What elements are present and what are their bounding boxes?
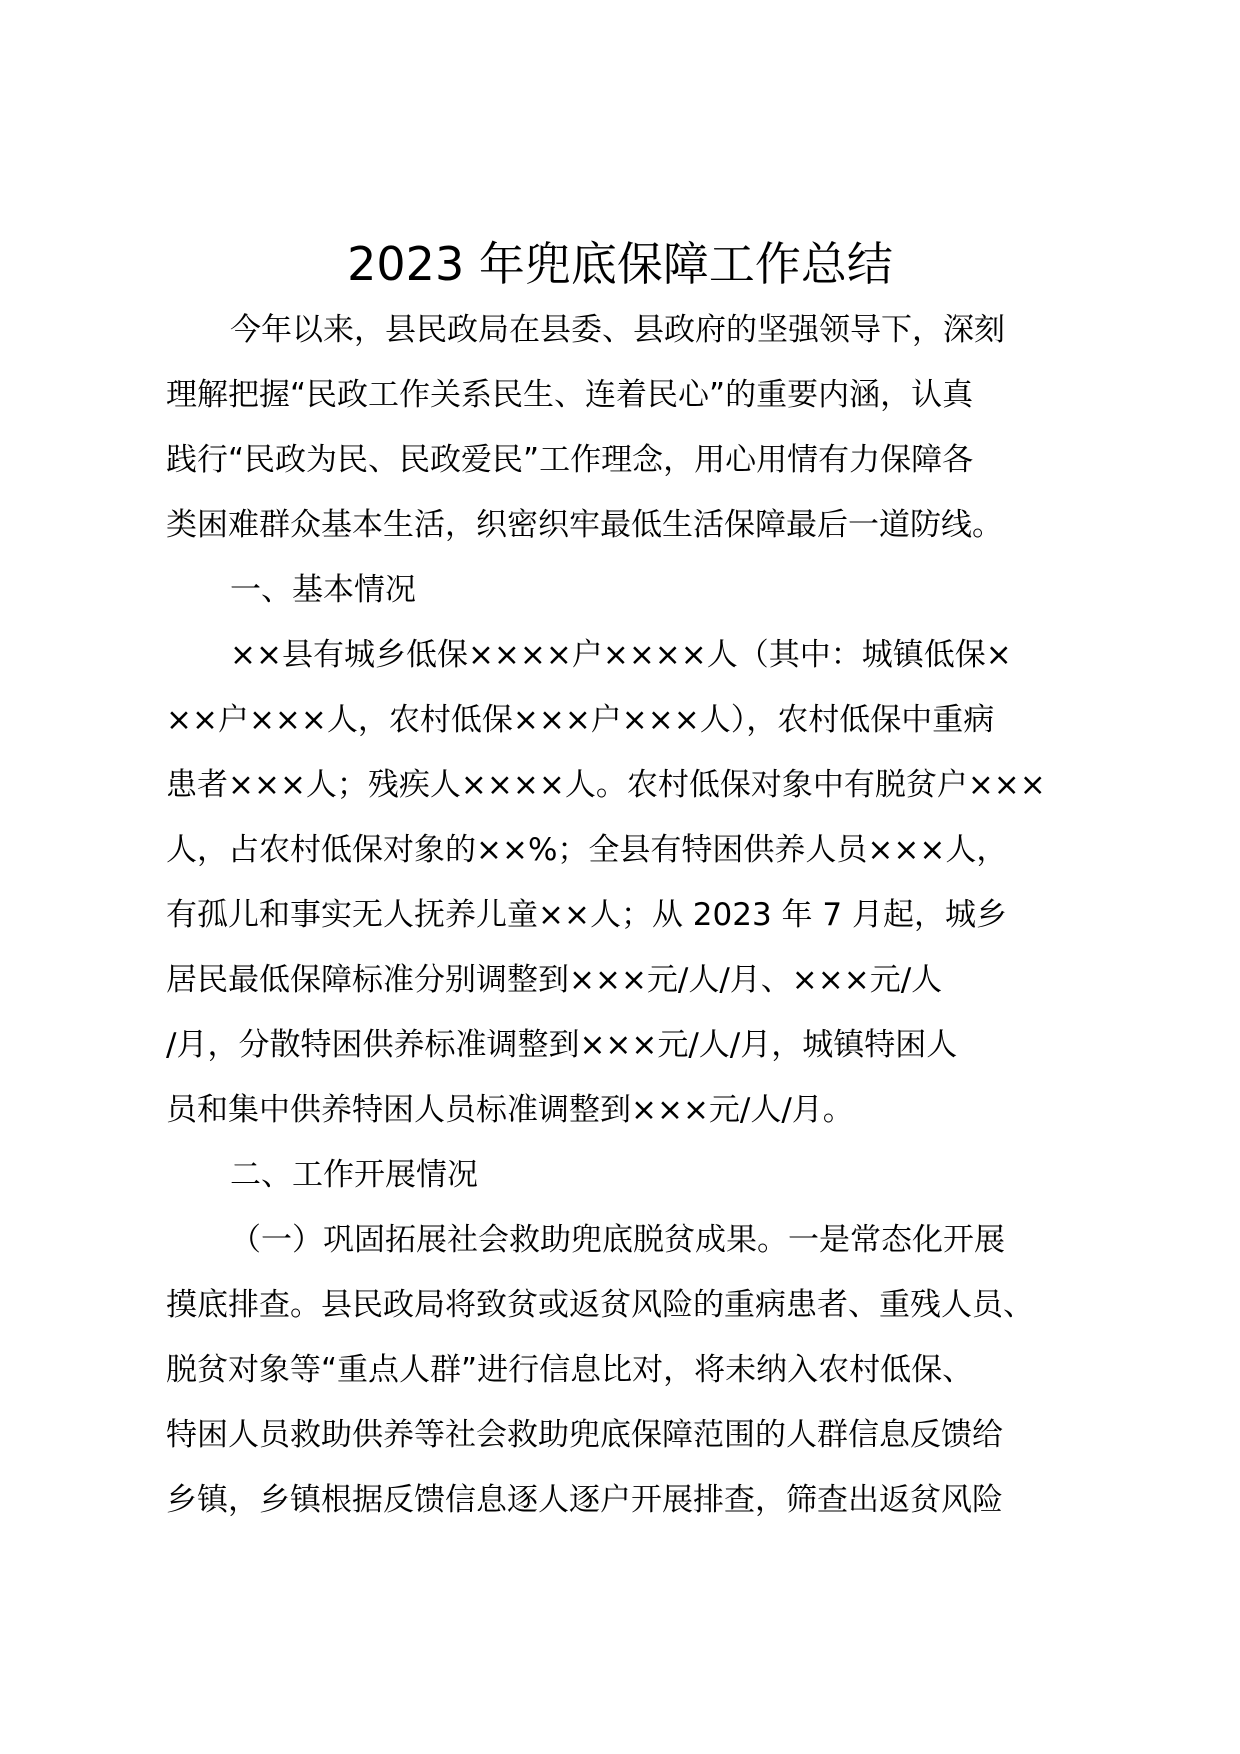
paragraph-3-line-3: 脱贫对象等“重点人群”进行信息比对，将未纳入农村低保、 bbox=[166, 1352, 974, 1388]
paragraph-1-line-1: 今年以来，县民政局在县委、县政府的坚强领导下，深刻 bbox=[230, 312, 1005, 348]
paragraph-2-line-2: ××户×××人，农村低保×××户×××人），农村低保中重病 bbox=[166, 702, 995, 738]
paragraph-3-line-1: （一）巩固拓展社会救助兜底脱贫成果。一是常态化开展 bbox=[230, 1222, 1005, 1258]
paragraph-3-line-2: 摸底排查。县民政局将致贫或返贫风险的重病患者、重残人员、 bbox=[166, 1287, 1034, 1323]
paragraph-1-line-4: 类困难群众基本生活，织密织牢最低生活保障最后一道防线。 bbox=[166, 507, 1003, 543]
paragraph-2-line-8: 员和集中供养特困人员标准调整到×××元/人/月。 bbox=[166, 1092, 854, 1128]
paragraph-2-line-7: /月，分散特困供养标准调整到×××元/人/月，城镇特困人 bbox=[166, 1027, 958, 1063]
paragraph-2-line-1: ××县有城乡低保××××户××××人（其中：城镇低保× bbox=[230, 637, 1012, 673]
paragraph-3-line-5: 乡镇，乡镇根据反馈信息逐人逐户开展排查，筛查出返贫风险 bbox=[166, 1482, 1003, 1518]
paragraph-2-line-4: 人，占农村低保对象的××%；全县有特困供养人员×××人， bbox=[166, 832, 1008, 868]
section-heading-work: 二、工作开展情况 bbox=[230, 1157, 478, 1193]
section-heading-basic: 一、基本情况 bbox=[230, 572, 416, 608]
paragraph-1-line-3: 践行“民政为民、民政爱民”工作理念，用心用情有力保障各 bbox=[166, 442, 974, 478]
paragraph-2-line-3: 患者×××人；残疾人××××人。农村低保对象中有脱贫户××× bbox=[166, 767, 1046, 803]
paragraph-2-line-5: 有孤儿和事实无人抚养儿童××人；从 2023 年 7 月起，城乡 bbox=[166, 897, 1007, 933]
document-title: 2023 年兜底保障工作总结 bbox=[347, 237, 893, 291]
paragraph-1-line-2: 理解把握“民政工作关系民生、连着民心”的重要内涵，认真 bbox=[166, 377, 974, 413]
paragraph-3-line-4: 特困人员救助供养等社会救助兜底保障范围的人群信息反馈给 bbox=[166, 1417, 1003, 1453]
paragraph-2-line-6: 居民最低保障标准分别调整到×××元/人/月、×××元/人 bbox=[166, 962, 943, 998]
